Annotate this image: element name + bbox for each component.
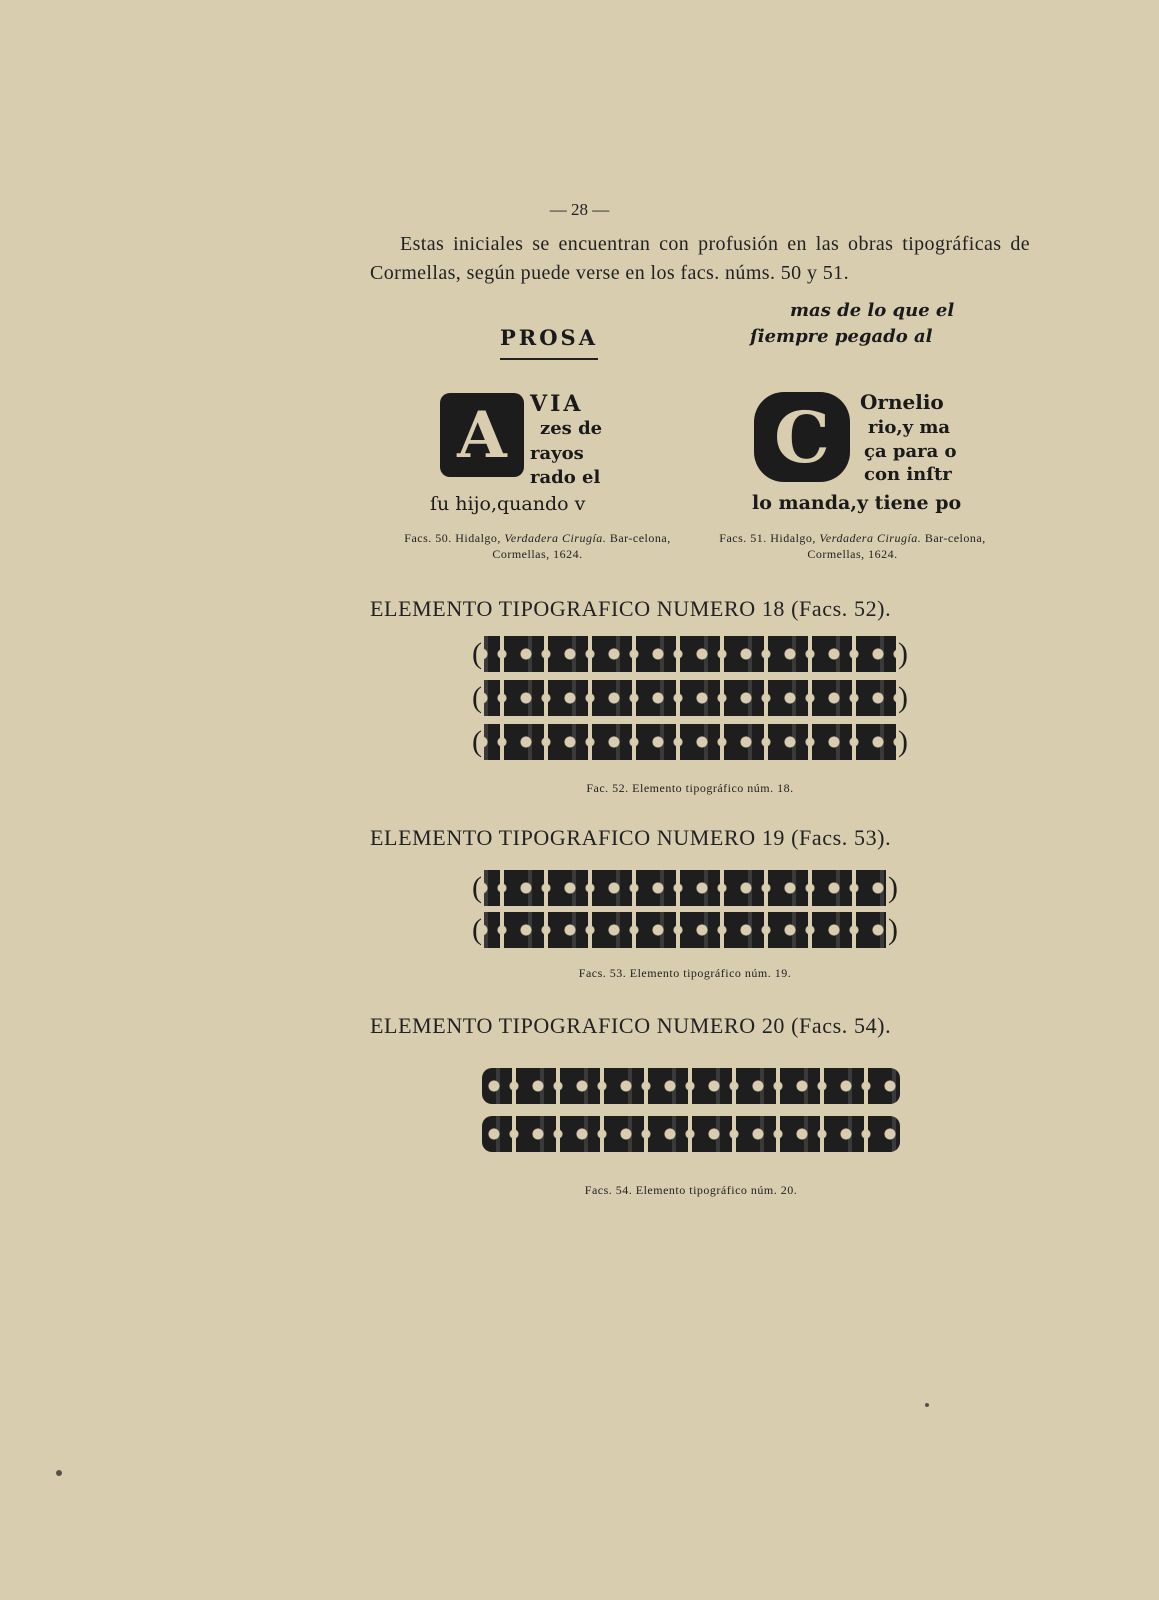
section-heading-18: ELEMENTO TIPOGRAFICO NUMERO 18 (Facs. 52). bbox=[370, 596, 892, 621]
facs50-line-6: ſu hijo,quando v bbox=[430, 493, 586, 515]
ornament-band-19-row-2 bbox=[470, 912, 900, 948]
caption-50-suffix: Bar-celona, Cormellas, 1624. bbox=[492, 531, 671, 561]
caption-51-prefix: Facs. 51. Hidalgo, bbox=[719, 531, 816, 545]
facs51-line-3: Ornelio bbox=[860, 390, 944, 414]
facs50-line-prosa: PROSA bbox=[500, 325, 598, 360]
section-heading-20: ELEMENTO TIPOGRAFICO NUMERO 20 (Facs. 54). bbox=[370, 1013, 892, 1038]
caption-facs-50 bbox=[390, 530, 685, 562]
ornament-band-18-row-1 bbox=[470, 636, 910, 672]
ornament-open-paren: ( bbox=[472, 725, 482, 758]
facsimile-51 bbox=[750, 300, 960, 520]
ornament-open-paren: ( bbox=[472, 913, 482, 946]
ornament-close-paren: ) bbox=[898, 637, 908, 670]
ornament-open-paren: ( bbox=[472, 871, 482, 904]
facs50-line-5: rado el bbox=[530, 467, 601, 488]
paper-speck bbox=[56, 1470, 62, 1476]
ornament-band-20-row-2 bbox=[482, 1116, 900, 1152]
facs50-line-3: zes de bbox=[540, 418, 603, 439]
facs51-line-5: ça para o bbox=[864, 441, 957, 462]
ornament-open-paren: ( bbox=[472, 681, 482, 714]
caption-facs-53: Facs. 53. Elemento tipográfico núm. 19. bbox=[578, 966, 792, 980]
paper-speck bbox=[925, 1403, 929, 1407]
ornament-close-paren: ) bbox=[888, 913, 898, 946]
ornament-band-18-row-2 bbox=[470, 680, 910, 716]
caption-51-title: Verdadera Cirugía. bbox=[819, 531, 922, 545]
caption-51-suffix: Bar-celona, Cormellas, 1624. bbox=[807, 531, 986, 561]
ornament-band-18-row-3 bbox=[470, 724, 910, 760]
caption-facs-52: Fac. 52. Elemento tipográfico núm. 18. bbox=[586, 781, 794, 795]
ornament-close-paren: ) bbox=[888, 871, 898, 904]
facs51-line-6: con inſtr bbox=[864, 464, 952, 485]
ornament-close-paren: ) bbox=[898, 681, 908, 714]
ornament-band-19-row-1 bbox=[470, 870, 900, 906]
caption-facs-51 bbox=[705, 530, 1000, 562]
caption-50-prefix: Facs. 50. Hidalgo, bbox=[404, 531, 501, 545]
decorated-initial-a: A bbox=[440, 393, 524, 477]
intro-text: Estas iniciales se encuentran con profusión en las obras tipográficas de Cormellas, según puede verse en los facs. núms. 50 y 51. bbox=[370, 233, 1030, 284]
facs51-line-7: lo manda,y tiene po bbox=[752, 492, 962, 514]
facs51-line-4: rio,y ma bbox=[868, 417, 951, 438]
facs50-line-2: VIA bbox=[530, 391, 584, 417]
section-heading-19: ELEMENTO TIPOGRAFICO NUMERO 19 (Facs. 53). bbox=[370, 825, 892, 850]
ornament-close-paren: ) bbox=[898, 725, 908, 758]
page-number: — 28 — bbox=[549, 200, 610, 219]
decorated-initial-c: C bbox=[754, 392, 850, 482]
facs50-line-4: rayos bbox=[530, 443, 584, 464]
caption-50-title: Verdadera Cirugía. bbox=[504, 531, 607, 545]
facsimile-50 bbox=[430, 325, 620, 525]
facs51-line-2: ſiempre pegado al bbox=[750, 326, 933, 347]
ornament-open-paren: ( bbox=[472, 637, 482, 670]
facs51-line-1: mas de lo que el bbox=[790, 300, 955, 321]
ornament-band-20-row-1 bbox=[482, 1068, 900, 1104]
caption-facs-54: Facs. 54. Elemento tipográfico núm. 20. bbox=[584, 1183, 798, 1197]
intro-paragraph bbox=[370, 230, 1030, 288]
